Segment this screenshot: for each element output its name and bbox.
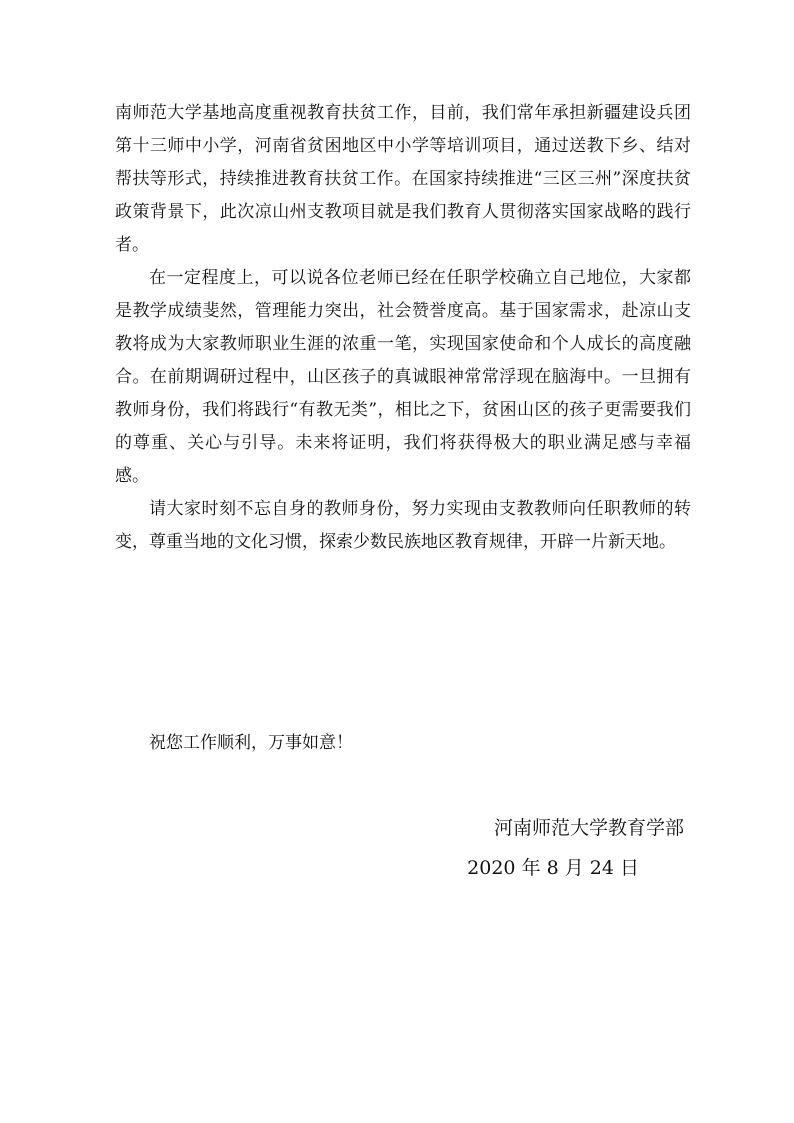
signature-date: 2020 年 8 月 24 日 [467,857,639,879]
closing-section [115,727,691,760]
paragraph-3: 请大家时刻不忘自身的教师身份，努力实现由支教教师向任职教师的转变，尊重当地的文化习惯，探索少数民族地区教育规律，开辟一片新天地。 [115,499,691,552]
signature-organization: 河南师范大学教育学部 [493,817,684,839]
paragraph-2: 在一定程度上，可以说各位老师已经在任职学校确立自己地位，大家都是教学成绩斐然，管理能力突出，社会赞誉度高。基于国家需求，赴凉山支教将成为大家教师职业生涯的浓重一笔，实现国家使命和个人成长的高度融合。在前期调研过程中，山区孩子的真诚眼神常常浮现在脑海中。一旦拥有教师身份，我们将践行“有教无类”，相比之下，贫困山区的孩子更需要我们的尊重、关心与引导。未来将证明，我们将获得极大的职业满足感与幸福感。 [115,268,691,486]
closing-greeting: 祝您工作顺利，万事如意！ [149,733,353,753]
paragraph-1: 南师范大学基地高度重视教育扶贫工作，目前，我们常年承担新疆建设兵团第十三师中小学，河南省贫困地区中小学等培训项目，通过送教下乡、结对帮扶等形式，持续推进教育扶贫工作。在国家持续推进“三区三州”深度扶贫政策背景下，此次凉山州支教项目就是我们教育人贯彻落实国家战略的践行者。 [115,103,691,255]
letter-body [115,97,691,559]
signature-block [467,808,684,888]
